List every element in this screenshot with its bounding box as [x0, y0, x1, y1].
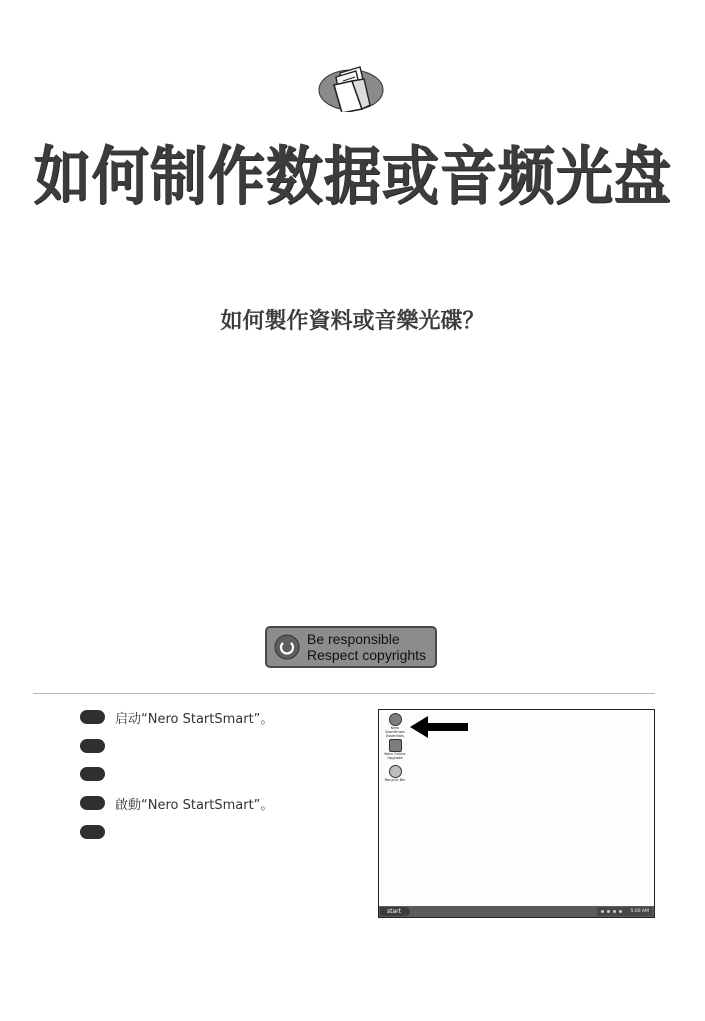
desktop-icon-label: Nero StartSmart Essentials: [385, 726, 405, 738]
pointer-arrow-icon: [410, 716, 468, 738]
language-marker: [80, 825, 105, 839]
step-text: 啟動“Nero StartSmart”。: [115, 798, 274, 813]
desktop-icon-label: Nero Online Upgrade: [384, 752, 406, 760]
tray-icon[interactable]: [613, 910, 616, 913]
badge-line-2: Respect copyrights: [307, 647, 427, 663]
language-marker: [80, 796, 105, 810]
copyright-badge: [265, 626, 437, 668]
start-button[interactable]: start: [380, 907, 410, 916]
power-icon: [274, 634, 300, 660]
tray-icon[interactable]: [607, 910, 610, 913]
folder-documents-icon: [318, 60, 384, 112]
desktop-screenshot: [378, 709, 655, 918]
page-subtitle: 如何製作資料或音樂光碟？: [220, 309, 485, 334]
taskbar: [379, 906, 654, 917]
clock: 5:00 AM: [630, 909, 649, 914]
badge-line-1: Be responsible: [307, 631, 400, 647]
step-text: 启动“Nero StartSmart”。: [115, 712, 274, 727]
upgrade-icon: [389, 739, 402, 752]
desktop-icon-nero-startsmart[interactable]: [383, 713, 407, 738]
page-title: 如何制作数据或音频光盘: [33, 139, 672, 214]
nero-icon: [389, 713, 402, 726]
section-divider: [33, 693, 655, 694]
desktop-icon-nero-upgrade[interactable]: [383, 739, 407, 760]
system-tray: [597, 907, 652, 916]
desktop-icon-recycle-bin[interactable]: [383, 765, 407, 782]
language-marker: [80, 767, 105, 781]
tray-icon[interactable]: [619, 910, 622, 913]
tray-icon[interactable]: [601, 910, 604, 913]
language-marker: [80, 710, 105, 724]
desktop-icon-label: Recycle Bin: [384, 778, 406, 782]
recycle-bin-icon: [389, 765, 402, 778]
language-marker: [80, 739, 105, 753]
